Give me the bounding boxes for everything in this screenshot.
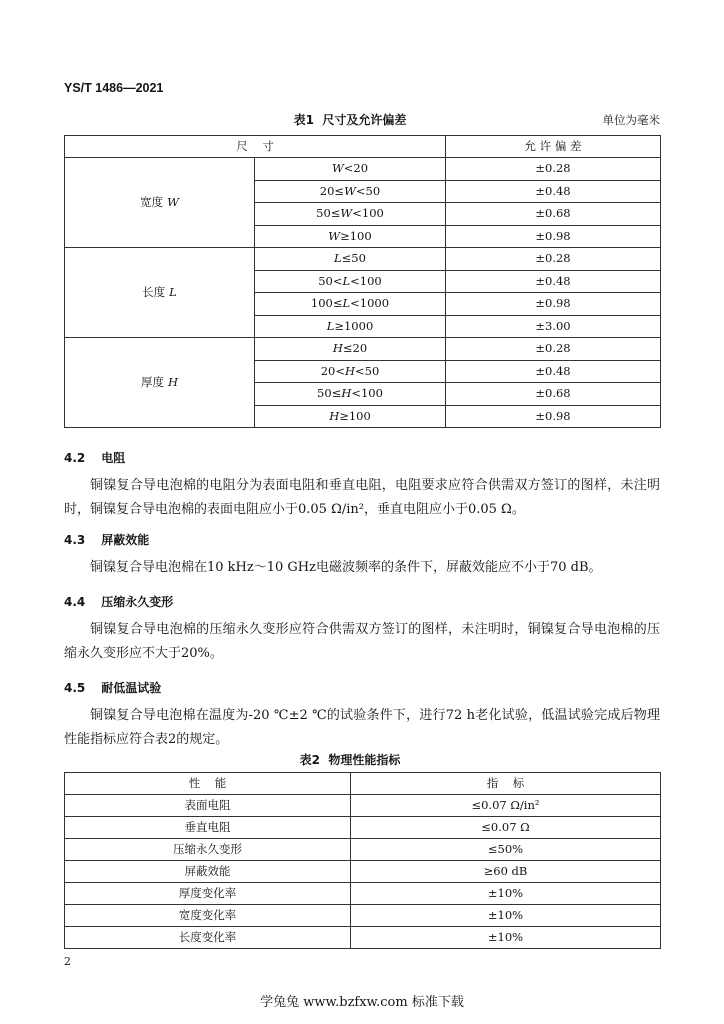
header-indicator: 指 标 — [351, 773, 661, 795]
tolerance-cell: ±0.48 — [446, 270, 661, 293]
range-cell: H≤20 — [255, 338, 446, 361]
property-name-cell: 垂直电阻 — [65, 817, 351, 839]
footer-watermark: 学兔兔 www.bzfxw.com 标准下载 — [260, 995, 464, 1010]
property-name-cell: 屏蔽效能 — [65, 861, 351, 883]
section-title: 屏蔽效能 — [101, 533, 150, 547]
property-name-cell: 长度变化率 — [65, 927, 351, 949]
table-row — [65, 927, 661, 949]
tolerance-cell: ±0.68 — [446, 203, 661, 226]
section-heading — [64, 676, 660, 700]
section-title: 电阻 — [101, 451, 126, 465]
header-property: 性 能 — [65, 773, 351, 795]
section-title: 耐低温试验 — [101, 681, 162, 695]
section-4-5 — [64, 676, 660, 752]
tolerance-cell: ±3.00 — [446, 315, 661, 338]
section-heading — [64, 528, 660, 552]
table-row — [65, 861, 661, 883]
property-value-cell: ±10% — [351, 883, 661, 905]
header-tolerance: 允 许 偏 差 — [446, 136, 661, 158]
range-cell: 50≤H<100 — [255, 383, 446, 406]
physical-properties-table — [64, 772, 661, 949]
property-value-cell: ≤0.07 Ω/in² — [351, 795, 661, 817]
table-row — [65, 795, 661, 817]
property-value-cell: ≤0.07 Ω — [351, 817, 661, 839]
section-4-2 — [64, 446, 660, 522]
table-row — [65, 883, 661, 905]
property-name-cell: 压缩永久变形 — [65, 839, 351, 861]
section-4-3 — [64, 528, 660, 580]
property-value-cell: ±10% — [351, 905, 661, 927]
paragraph-line: 铜镍复合导电泡棉在10 kHz～10 GHz电磁波频率的条件下，屏蔽效能应不小于70 dB。 — [90, 560, 602, 575]
range-cell: W≥100 — [255, 225, 446, 248]
standard-code: YS/T 1486—2021 — [64, 81, 164, 95]
table1-unit: 单位为毫米 — [602, 113, 660, 127]
range-cell: W<20 — [255, 158, 446, 181]
group-label-thickness — [65, 338, 255, 428]
dimension-tolerance-table — [64, 135, 661, 428]
section-heading — [64, 590, 660, 614]
range-cell: 100≤L<1000 — [255, 293, 446, 316]
range-cell: L≤50 — [255, 248, 446, 271]
group-symbol: L — [169, 284, 177, 299]
group-label-width — [65, 158, 255, 248]
group-symbol: W — [167, 194, 179, 209]
section-heading — [64, 446, 660, 470]
tolerance-cell: ±0.28 — [446, 248, 661, 271]
group-symbol: H — [167, 374, 179, 389]
property-value-cell: ±10% — [351, 927, 661, 949]
property-name-cell: 厚度变化率 — [65, 883, 351, 905]
tolerance-cell: ±0.28 — [446, 158, 661, 181]
table1-caption: 表1 尺寸及允许偏差 — [293, 113, 407, 127]
table-row — [65, 839, 661, 861]
range-cell: 50≤W<100 — [255, 203, 446, 226]
range-cell: 50<L<100 — [255, 270, 446, 293]
property-name-cell: 宽度变化率 — [65, 905, 351, 927]
section-number: 4.2 — [64, 451, 86, 465]
header-dimension: 尺 寸 — [65, 136, 446, 158]
paragraph-line: 铜镍复合导电泡棉在温度为-20 ℃±2 ℃的试验条件下，进行72 h老化试验，低温试验完成后物理 — [90, 708, 660, 723]
section-number: 4.3 — [64, 533, 86, 547]
tolerance-cell: ±0.98 — [446, 225, 661, 248]
property-value-cell: ≥60 dB — [351, 861, 661, 883]
table-row — [65, 905, 661, 927]
group-label: 宽度 — [140, 194, 164, 209]
section-number: 4.5 — [64, 681, 86, 695]
table2-caption: 表2 物理性能指标 — [299, 753, 401, 767]
range-cell: H≥100 — [255, 405, 446, 428]
section-number: 4.4 — [64, 595, 86, 609]
paragraph-line: 性能指标应符合表2的规定。 — [64, 732, 229, 747]
paragraph-line: 铜镍复合导电泡棉的电阻分为表面电阻和垂直电阻，电阻要求应符合供需双方签订的图样，未注明 — [90, 478, 660, 493]
group-label: 厚度 — [140, 374, 164, 389]
paragraph-line: 缩永久变形应不大于20%。 — [64, 646, 223, 661]
tolerance-cell: ±0.98 — [446, 405, 661, 428]
property-value-cell: ≤50% — [351, 839, 661, 861]
tolerance-cell: ±0.68 — [446, 383, 661, 406]
tolerance-cell: ±0.28 — [446, 338, 661, 361]
range-cell: L≥1000 — [255, 315, 446, 338]
table-row — [65, 817, 661, 839]
tolerance-cell: ±0.48 — [446, 180, 661, 203]
table-header-row — [65, 136, 661, 158]
tolerance-cell: ±0.98 — [446, 293, 661, 316]
table-header-row — [65, 773, 661, 795]
table-row — [65, 248, 661, 271]
table-row — [65, 338, 661, 361]
range-cell: 20≤W<50 — [255, 180, 446, 203]
paragraph-line: 时，铜镍复合导电泡棉的表面电阻应小于0.05 Ω/in²，垂直电阻应小于0.05 Ω。 — [64, 502, 525, 517]
range-cell: 20<H<50 — [255, 360, 446, 383]
group-label-length — [65, 248, 255, 338]
property-name-cell: 表面电阻 — [65, 795, 351, 817]
section-title: 压缩永久变形 — [101, 595, 174, 609]
paragraph-line: 铜镍复合导电泡棉的压缩永久变形应符合供需双方签订的图样，未注明时，铜镍复合导电泡棉的压 — [90, 622, 660, 637]
group-label: 长度 — [142, 284, 166, 299]
tolerance-cell: ±0.48 — [446, 360, 661, 383]
section-4-4 — [64, 590, 660, 666]
page-number: 2 — [64, 955, 71, 968]
table-row — [65, 158, 661, 181]
